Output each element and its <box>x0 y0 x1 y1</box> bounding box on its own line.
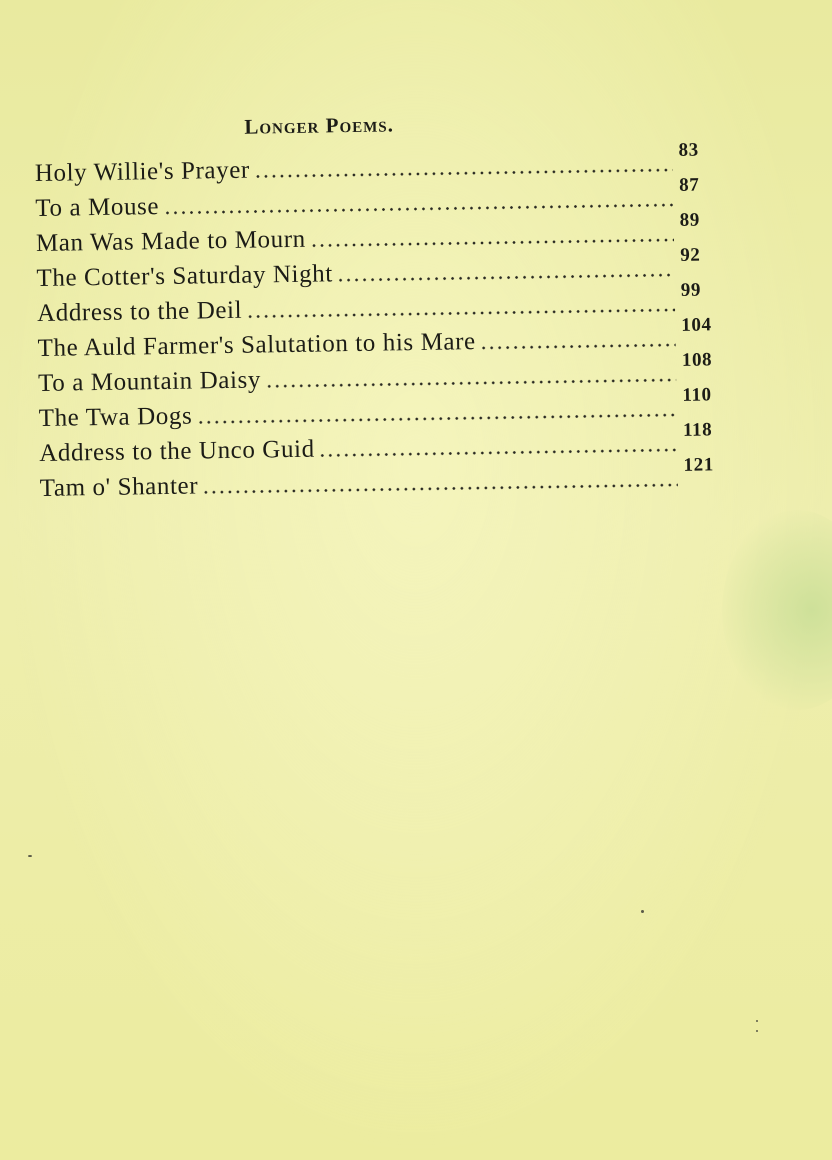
paper-speck <box>641 910 644 913</box>
entry-title: Address to the Unco Guid <box>39 435 315 467</box>
entry-title: The Auld Farmer's Salutation to his Mare <box>37 328 476 362</box>
entry-title: Tam o' Shanter <box>39 472 199 502</box>
entry-page-number: 118 <box>682 419 713 441</box>
entry-title: The Cotter's Saturday Night <box>36 260 334 292</box>
dot-leader <box>254 160 673 179</box>
paper-speck <box>756 1020 758 1022</box>
section-heading: Longer Poems. <box>244 112 395 139</box>
table-of-contents <box>34 107 740 503</box>
dot-leader <box>480 335 676 350</box>
entry-page-number: 92 <box>680 244 701 266</box>
paper-stain <box>722 510 832 710</box>
entry-title: Address to the Deil <box>36 296 243 327</box>
dot-leader <box>337 265 675 282</box>
paper-speck <box>28 855 32 857</box>
entry-page-number: 104 <box>681 314 712 336</box>
paper-speck <box>756 1030 758 1032</box>
entry-title: Man Was Made to Mourn <box>35 225 306 257</box>
entry-title: The Twa Dogs <box>38 402 193 432</box>
entry-page-number: 121 <box>683 454 715 476</box>
dot-leader <box>310 230 674 248</box>
entry-page-number: 89 <box>679 209 701 231</box>
entry-page-number: 87 <box>678 174 700 196</box>
dot-leader <box>319 440 678 458</box>
dot-leader <box>246 300 675 319</box>
entry-page-number: 108 <box>681 349 713 371</box>
dot-leader <box>196 405 677 425</box>
dot-leader <box>202 475 678 494</box>
entry-page-number: 110 <box>682 384 712 406</box>
dot-leader <box>163 195 673 215</box>
dot-leader <box>265 370 676 388</box>
entry-title: To a Mountain Daisy <box>37 366 262 397</box>
entry-title: To a Mouse <box>35 193 160 222</box>
entry-title: Holy Willie's Prayer <box>34 156 251 187</box>
entry-page-number: 99 <box>680 279 702 301</box>
entry-page-number: 83 <box>678 139 699 161</box>
